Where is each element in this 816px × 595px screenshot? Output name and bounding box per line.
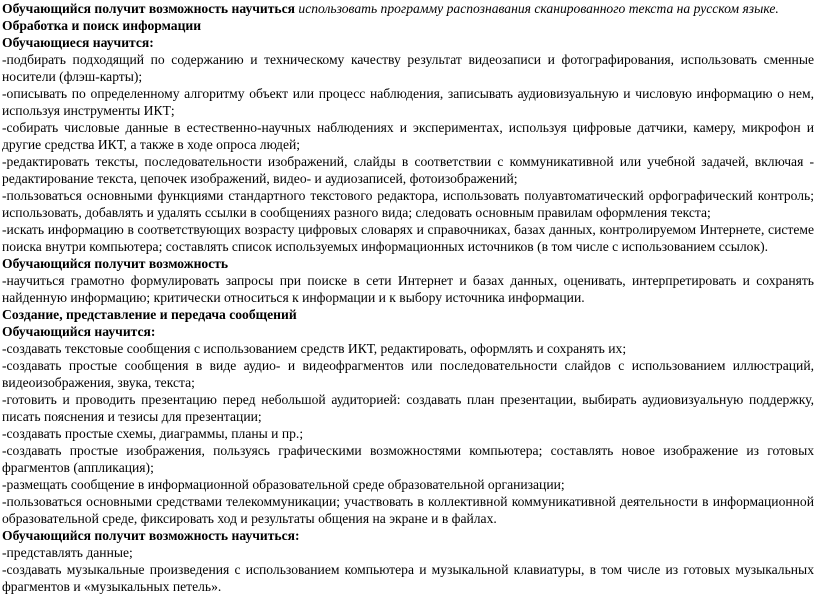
list-item: -размещать сообщение в информационной образовательной среде образовательной организации; <box>2 477 565 492</box>
list-item: -создавать простые изображения, пользуясь графическими возможностями компьютера; составлять новое изображение из готовых фрагментов (аппликация); <box>2 443 814 475</box>
list-item: -пользоваться основными средствами телекоммуникации; участвовать в коллективной коммуникативной деятельности в информационной образовательной среде, фиксировать ход и результаты общения на экране и в файлах. <box>2 494 814 526</box>
intro-line <box>2 0 814 17</box>
list-item: -научиться грамотно формулировать запросы при поиске в сети Интернет и базах данных, оценивать, интерпретировать и сохранять найденную информацию; критически относиться к информации и к выбору источника информации. <box>2 273 814 305</box>
list-item: -описывать по определенному алгоритму объект или процесс наблюдения, записывать аудиовизуальную и числовую информацию о нем, используя инструменты ИКТ; <box>2 86 814 118</box>
list-item: -редактировать тексты, последовательности изображений, слайды в соответствии с коммуникативной или учебной задачей, включая - редактирование текста, цепочек изображений, видео- и аудиозаписей, фотоизображений; <box>2 154 814 186</box>
list-item: -искать информацию в соответствующих возрасту цифровых словарях и справочниках, базах данных, контролируемом Интернете, системе поиска внутри компьютера; составлять список используемых информационных источников (в том числе с использованием ссылок). <box>2 222 814 254</box>
list-item: -создавать текстовые сообщения с использованием средств ИКТ, редактировать, оформлять и сохранять их; <box>2 341 627 356</box>
list-item: -готовить и проводить презентацию перед небольшой аудиторией: создавать план презентации, выбирать аудиовизуальную поддержку, писать пояснения и тезисы для презентации; <box>2 392 814 424</box>
subheading-will-learn-2: Обучающийся научится: <box>2 324 156 339</box>
subheading-opportunity: Обучающийся получит возможность <box>2 256 229 271</box>
list-item: -собирать числовые данные в естественно-научных наблюдениях и экспериментах, используя цифровые датчики, камеру, микрофон и другие средства ИКТ, а также в ходе опроса людей; <box>2 120 814 152</box>
subheading-will-learn: Обучающиеся научится: <box>2 35 154 50</box>
list-item: -создавать простые схемы, диаграммы, планы и пр.; <box>2 426 304 441</box>
intro-bold: Обучающийся получит возможность научиться <box>2 1 296 16</box>
subheading-opportunity-2: Обучающийся получит возможность научиться: <box>2 528 300 543</box>
list-item: -пользоваться основными функциями стандартного текстового редактора, использовать полуавтоматический орфографический контроль; использовать, добавлять и удалять ссылки в сообщениях разного вида; следовать основным правилам оформления текста; <box>2 188 814 220</box>
list-item: -подбирать подходящий по содержанию и техническому качеству результат видеозаписи и фотографирования, использовать сменные носители (флэш-карты); <box>2 52 814 84</box>
list-item: -создавать простые сообщения в виде аудио- и видеофрагментов или последовательности слайдов с использованием иллюстраций, видеоизображения, звука, текста; <box>2 358 814 390</box>
list-item: -создавать музыкальные произведения с использованием компьютера и музыкальной клавиатуры, в том числе из готовых музыкальных фрагментов и «музыкальных петель». <box>2 562 814 594</box>
section-heading-messages: Создание, представление и передача сообщений <box>2 307 297 322</box>
list-item: -представлять данные; <box>2 545 133 560</box>
section-heading-processing: Обработка и поиск информации <box>2 18 202 33</box>
intro-italic: использовать программу распознавания сканированного текста на русском языке. <box>295 1 779 16</box>
